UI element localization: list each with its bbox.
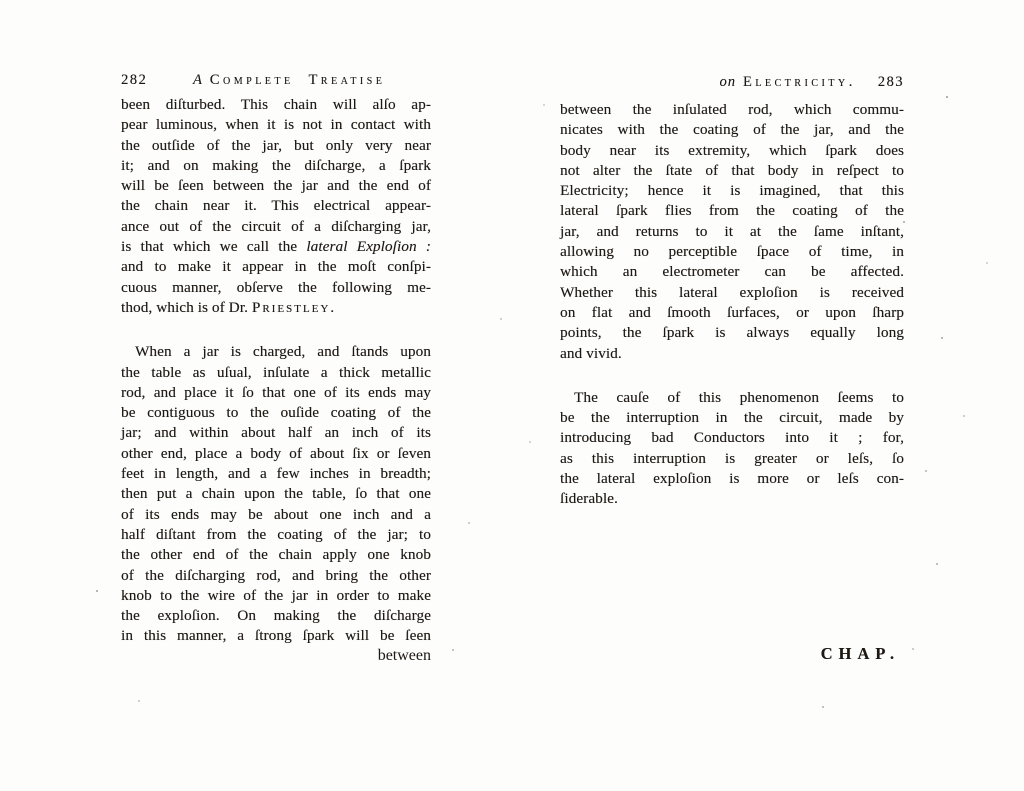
right-header-title-text: Electricity. [742,74,856,90]
text-line: the outſide of the jar, but only very near [121,136,431,154]
text-line: which an electrometer can be affected. [560,263,904,281]
paragraph [121,342,431,646]
left-header-title-text: Complete Treatise [209,72,386,88]
text-line: thod, which is of Dr. Priestley. [121,298,335,316]
text-line: cuous manner, obſerve the following me- [121,278,431,296]
left-header-title-prefix: A [192,72,203,88]
text-line: lateral ſpark flies from the coating of the [560,202,904,220]
left-catchword: between [377,646,431,664]
page-left [121,72,431,665]
text-line: When a jar is charged, and ſtands upon [135,343,431,361]
right-page-number: 283 [877,74,904,90]
text-line: as this interruption is greater or leſs, ſo [560,449,904,467]
text-line: The cauſe of this phenomenon ſeems to [574,388,904,406]
paragraph [560,100,904,364]
text-line: and vivid. [560,344,622,362]
left-header-title [193,72,385,89]
text-line: knob to the wire of the jar in order to make [121,586,431,604]
text-line: not alter the ſtate of that body in reſpect to [560,161,904,179]
text-line: Whether this lateral exploſion is received [560,283,904,301]
text-line: it; and on making the diſcharge, a ſpark [121,156,431,174]
right-chapter-catchword: CHAP. [820,643,900,663]
text-line: then put a chain upon the table, ſo that one [121,485,431,503]
text-line: in this manner, a ſtrong ſpark will be ſeen [121,627,431,645]
right-header-title-prefix: on [719,74,736,90]
text-line: body near its extremity, which ſpark does [560,141,904,159]
right-running-head [560,74,904,94]
text-line: rod, and place it ſo that one of its ends may [121,383,431,401]
right-page-body [560,100,904,510]
page-right [560,74,904,664]
paragraph [560,388,904,510]
text-line: the exploſion. On making the diſcharge [121,607,431,625]
text-line: other end, place a body of about ſix or ſeven [121,444,431,462]
left-page-number: 282 [121,72,148,88]
text-line: introducing bad Conductors into it ; for, [560,429,904,447]
scan-speckles [0,0,2,2]
text-line: nicates with the coating of the jar, and the [560,121,904,139]
text-line: between the inſulated rod, which commu- [560,101,904,118]
text-line: half diſtant from the coating of the jar; to [121,525,431,543]
text-line: on flat and ſmooth ſurfaces, or upon ſharp [560,303,904,321]
text-line: allowing no perceptible ſpace of time, in [560,243,904,261]
text-line: jar; and within about half an inch of its [121,424,431,442]
text-line: jar, and returns to it at the ſame inſtant, [560,222,904,240]
paragraph [121,95,431,318]
text-line: the table as uſual, inſulate a thick metallic [121,363,431,381]
text-line: be the interruption in the circuit, made by [560,409,904,427]
text-line: is that which we call the lateral Exploſion : [121,238,431,256]
text-line: will be ſeen between the jar and the end of [121,177,431,195]
text-line: the other end of the chain apply one knob [121,546,431,564]
text-line: and to make it appear in the moſt conſpi- [121,258,431,276]
text-line: of its ends may be about one inch and a [121,505,431,523]
text-line: the lateral exploſion is more or leſs con- [560,470,904,488]
text-line: been diſturbed. This chain will alſo ap- [121,96,431,113]
text-line: ſiderable. [560,490,618,508]
text-line: the chain near it. This electrical appear- [121,197,431,215]
left-running-head [121,72,431,92]
text-line: ance out of the circuit of a diſcharging jar, [121,217,431,235]
text-line: Electricity; hence it is imagined, that this [560,182,904,200]
text-line: feet in length, and a few inches in breadth; [121,465,431,483]
text-line: points, the ſpark is always equally long [560,324,904,342]
left-page-body [121,95,431,647]
right-header-title [719,74,855,91]
text-line: of the diſcharging rod, and bring the other [121,566,431,584]
text-line: be contiguous to the ouſide coating of the [121,404,431,422]
text-line: pear luminous, when it is not in contact with [121,116,431,134]
